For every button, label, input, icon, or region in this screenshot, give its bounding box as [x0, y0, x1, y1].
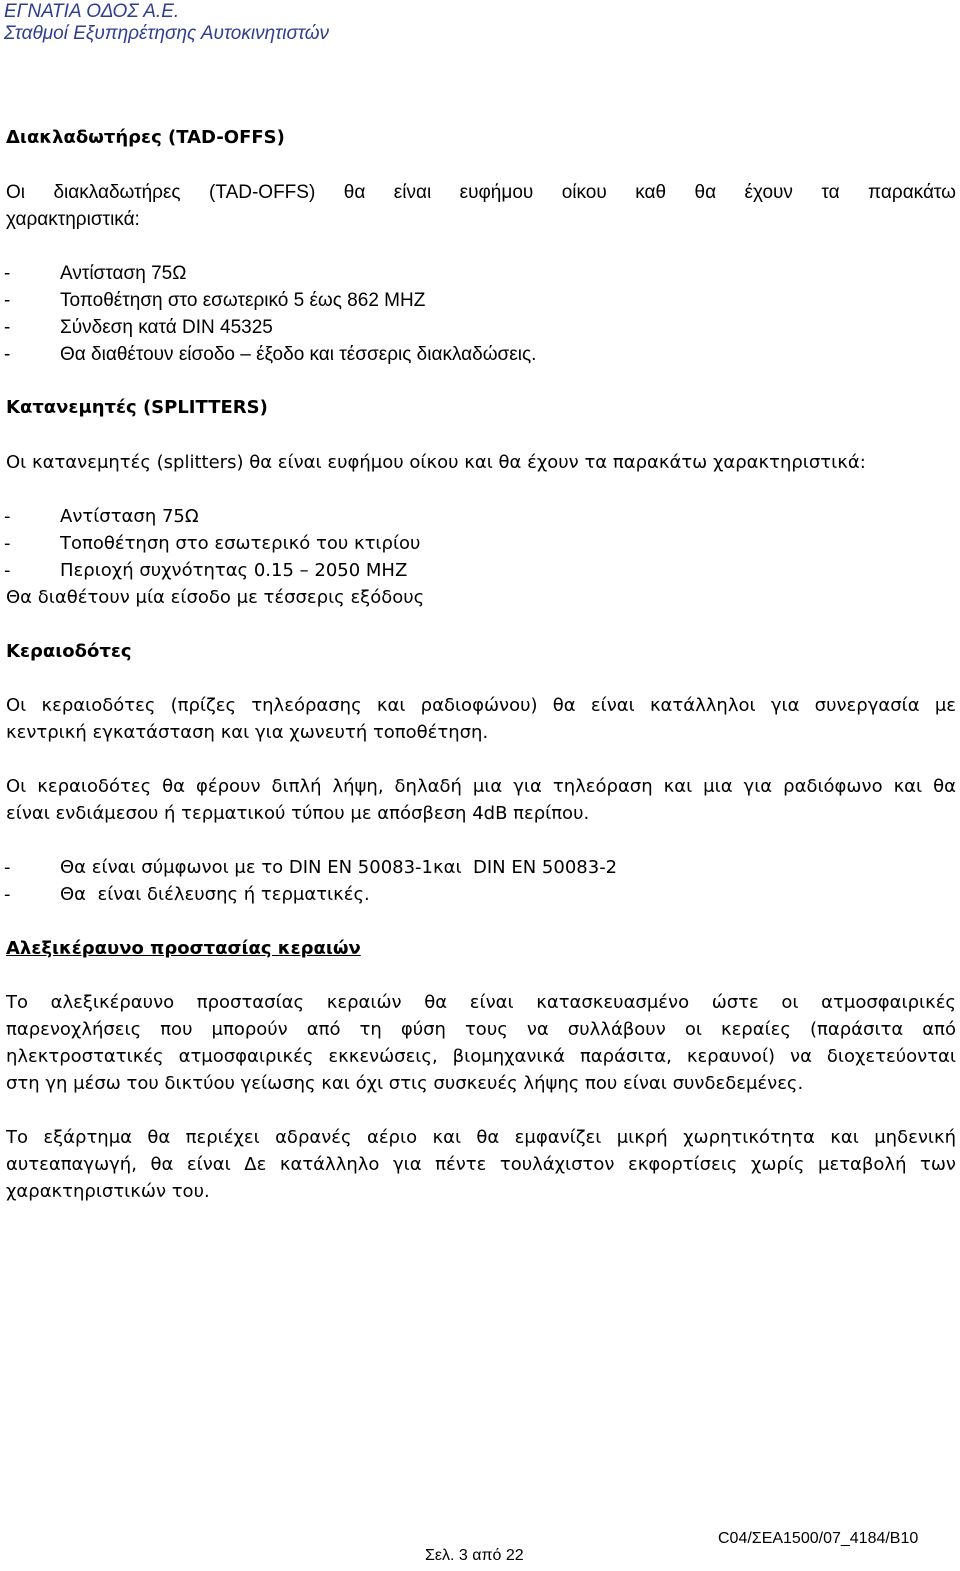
list-item: [4, 530, 420, 557]
lightning-p1-line2: παρενοχλήσεις που μπορούν από τη φύση τους να συλλάβουν οι κεραίες (παράσιτα από: [6, 1019, 956, 1040]
splitters-intro: Οι κατανεμητές (splitters) θα είναι ευφήμου οίκου και θα έχουν τα παρακάτω χαρακτηριστικά:: [6, 452, 866, 473]
outlets-p2-line2: είναι ενδιάμεσου ή τερματικού τύπου με απόσβεση 4dB περίπου.: [6, 803, 590, 824]
outlets-p1-line1: Οι κεραιοδότες (πρίζες τηλεόρασης και ραδιοφώνου) θα είναι κατάλληλοι για συνεργασία με: [6, 695, 956, 716]
document-subtitle: Σταθμοί Εξυπηρέτησης Αυτοκινητιστών: [4, 23, 330, 44]
lightning-p2-line3: χαρακτηριστικών του.: [6, 1181, 210, 1202]
footer-page-number: Σελ. 3 από 22: [425, 1547, 524, 1564]
lightning-p1-line3: ηλεκτροστατικές ατμοσφαιρικές εκκενώσεις, βιομηχανικά παράσιτα, κεραυνοί) να διοχετεύονται: [6, 1046, 956, 1067]
list-item-text: Αντίσταση 75Ω: [60, 506, 199, 527]
list-item: [4, 557, 407, 584]
list-item-text: Τοποθέτηση στο εσωτερικό του κτιρίου: [60, 533, 421, 554]
taps-intro-line1: Οι διακλαδωτήρες (TAD-OFFS) θα είναι ευφήμου οίκου καθ θα έχουν τα παρακάτω: [6, 182, 956, 203]
outlets-p1-line2: κεντρική εγκατάσταση και για χωνευτή τοποθέτηση.: [6, 722, 489, 743]
section-heading-taps: Διακλαδωτήρες (TAD-OFFS): [6, 127, 285, 148]
splitters-extra: Θα διαθέτουν μία είσοδο με τέσσερις εξόδους: [6, 587, 425, 608]
lightning-p2-line2: αυτεαπαγωγή, θα είναι Δε κατάλληλο για πέντε τουλάχιστον εκφορτίσεις χωρίς μεταβολή των: [6, 1154, 956, 1175]
list-dash: -: [4, 533, 11, 554]
list-dash: -: [4, 344, 11, 365]
list-item-text: Αντίσταση 75Ω: [60, 263, 187, 284]
list-dash: -: [4, 560, 11, 581]
list-dash: -: [4, 263, 11, 284]
list-item-text: Τοποθέτηση στο εσωτερικό 5 έως 862 MHZ: [60, 290, 426, 311]
list-item-text: Θα διαθέτουν είσοδο – έξοδο και τέσσερις διακλαδώσεις.: [60, 344, 537, 365]
lightning-p1-line1: Το αλεξικέραυνο προστασίας κεραιών θα είναι κατασκευασμένο ώστε οι ατμοσφαιρικές: [6, 992, 956, 1013]
list-dash: -: [4, 317, 11, 338]
list-item: [4, 881, 370, 908]
list-item-text: Θα είναι σύμφωνοι με το DIN EN 50083-1και DIN EN 50083-2: [60, 857, 618, 878]
list-dash: -: [4, 290, 11, 311]
list-item-text: Περιοχή συχνότητας 0.15 – 2050 MHZ: [60, 560, 408, 581]
list-item: [4, 854, 617, 881]
list-item: [4, 503, 199, 530]
list-dash: -: [4, 884, 11, 905]
list-item: [4, 341, 536, 368]
section-heading-outlets: Κεραιοδότες: [6, 641, 132, 662]
company-name: ΕΓΝΑΤΙΑ ΟΔΟΣ Α.Ε.: [4, 1, 180, 22]
lightning-p1-line4: στη γη μέσω του δικτύου γείωσης και όχι στις συσκευές λήψης που είναι συνδεδεμένες.: [6, 1073, 804, 1094]
taps-intro-line2: χαρακτηριστικά:: [6, 209, 140, 230]
list-item-text: Θα είναι διέλευσης ή τερματικές.: [60, 884, 370, 905]
outlets-p2-line1: Οι κεραιοδότες θα φέρουν διπλή λήψη, δηλαδή μια για τηλεόραση και μια για ραδιόφωνο και θα: [6, 776, 956, 797]
list-item-text: Σύνδεση κατά DIN 45325: [60, 317, 273, 338]
list-item: [4, 314, 273, 341]
lightning-p2-line1: Το εξάρτημα θα περιέχει αδρανές αέριο και θα εμφανίζει μικρή χωρητικότητα και μηδενική: [6, 1127, 956, 1148]
footer-document-code: C04/ΣΕΑ1500/07_4184/Β10: [718, 1530, 919, 1547]
section-heading-lightning: Αλεξικέραυνο προστασίας κεραιών: [6, 938, 361, 959]
section-heading-splitters: Κατανεμητές (SPLITTERS): [6, 397, 268, 418]
list-item: [4, 287, 425, 314]
list-dash: -: [4, 506, 11, 527]
list-item: [4, 260, 186, 287]
list-dash: -: [4, 857, 11, 878]
